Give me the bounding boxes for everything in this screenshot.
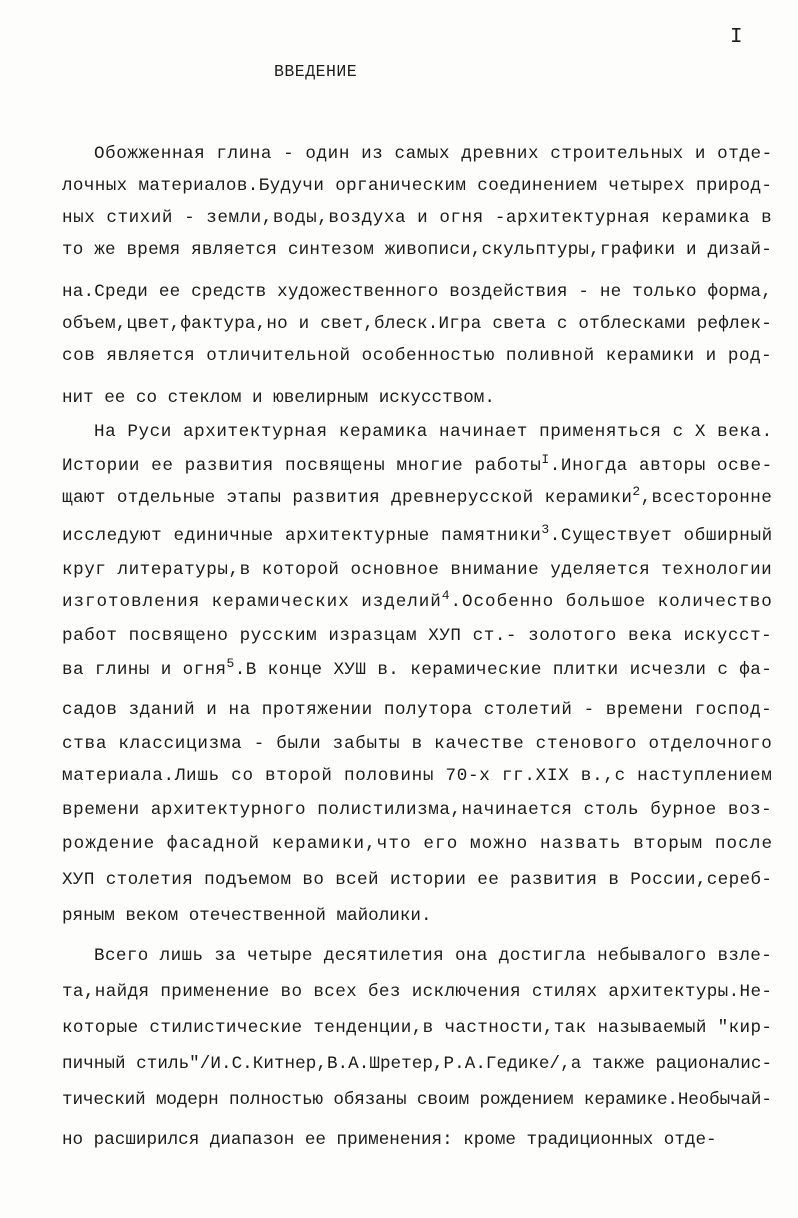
- text-segment: но расширился диапазон ее применения: кроме традиционных отде-: [62, 1130, 717, 1150]
- text-segment: изготовления керамических изделий: [62, 592, 442, 612]
- text-line: [62, 452, 773, 476]
- text-segment: объем,цвет,фактура,но и свет,блеск.Игра света с отблесками рефлек-: [62, 314, 773, 334]
- text-segment: тический модерн полностью обязаны своим рождением керамике.Необычай-: [62, 1090, 772, 1110]
- text-segment: .В конце ХУШ в. керамические плитки исчезли с фа-: [234, 660, 773, 680]
- text-segment: садов зданий и на протяжении полутора столетий - времени господ-: [62, 700, 773, 720]
- text-segment: то же время является синтезом живописи,скульптуры,графики и дизай-: [62, 240, 773, 260]
- text-line: [62, 348, 772, 366]
- text-segment: которые стилистические тенденции,в частности,так называемый "кир-: [62, 1018, 773, 1038]
- text-line: [62, 984, 772, 1002]
- footnote-ref: 3: [541, 522, 550, 537]
- text-segment: нит ее со стеклом и ювелирным искусством.: [62, 388, 495, 408]
- text-segment: круг литературы,в которой основное внимание уделяется технологии: [62, 560, 773, 580]
- text-segment: На Руси архитектурная керамика начинает применяться с Х века.: [94, 422, 773, 442]
- text-line: [62, 1132, 717, 1150]
- text-segment: Всего лишь за четыре десятилетия она достигла небывалого взле-: [94, 946, 773, 966]
- text-segment: щают отдельные этапы развития древнерусской керамики: [62, 488, 633, 508]
- text-line: [62, 284, 772, 302]
- text-line: [62, 1056, 772, 1074]
- text-line: [62, 390, 495, 408]
- text-segment: рождение фасадной керамики,что его можно назвать вторым после: [62, 834, 774, 854]
- text-line: [62, 656, 773, 680]
- text-segment: .Особенно большое количество: [450, 592, 773, 612]
- text-segment: работ посвящено русским изразцам ХУП ст.- золотого века искусст-: [62, 626, 773, 646]
- text-segment: времени архитектурного полистилизма,начинается столь бурное воз-: [62, 800, 773, 820]
- text-segment: пичный стиль"/И.С.Китнер,В.А.Шретер,Р.А.Гедике/,а также рационалис-: [62, 1054, 773, 1074]
- text-segment: ства классицизма - были забыты в качестве стенового отделочного: [62, 734, 773, 754]
- text-line: [62, 242, 772, 260]
- footnote-ref: I: [541, 452, 550, 467]
- page-number: I: [730, 26, 743, 49]
- text-segment: лочных материалов.Будучи органическим соединением четырех природ-: [62, 176, 773, 196]
- text-line: [62, 736, 773, 754]
- text-line: [62, 872, 772, 890]
- text-segment: ,всесторонне: [640, 488, 773, 508]
- text-line: [62, 802, 772, 820]
- text-line: [62, 1020, 772, 1038]
- text-line: [62, 702, 772, 720]
- text-line: [62, 836, 773, 854]
- text-line: [62, 908, 432, 926]
- text-line: [62, 484, 773, 508]
- text-segment: на.Среди ее средств художественного воздействия - не только форма,: [62, 282, 773, 302]
- text-line: [94, 948, 772, 966]
- section-heading: ВВЕДЕНИЕ: [274, 62, 358, 81]
- text-line: [62, 768, 773, 786]
- text-line: [94, 424, 773, 442]
- text-line: [62, 588, 773, 612]
- text-segment: .Иногда авторы осве-: [549, 456, 773, 476]
- text-segment: сов является отличительной особенностью поливной керамики и род-: [62, 346, 773, 366]
- text-segment: ва глины и огня: [62, 660, 227, 680]
- text-segment: Обожженная глина - один из самых древних строительных и отде-: [94, 144, 773, 164]
- text-segment: ХУП столетия подъемом во всей истории ее развития в России,сереб-: [62, 870, 773, 890]
- text-segment: исследуют единичные архитектурные памятники: [62, 526, 542, 546]
- text-line: [62, 628, 772, 646]
- text-segment: .Существует обширный: [549, 526, 773, 546]
- text-line: [62, 562, 772, 580]
- footnote-ref: 2: [632, 484, 641, 499]
- footnote-ref: 5: [226, 656, 235, 671]
- footnote-ref: 4: [441, 588, 451, 603]
- text-segment: материала.Лишь со второй половины 70-х гг.XIX в.,с наступлением: [62, 766, 773, 786]
- text-segment: ных стихий - земли,воды,воздуха и огня -архитектурная керамика в: [62, 208, 773, 228]
- text-segment: та,найдя применение во всех без исключения стилях архитектуры.Не-: [62, 982, 773, 1002]
- text-segment: ряным веком отечественной майолики.: [62, 906, 432, 926]
- text-line: [94, 146, 773, 164]
- text-line: [62, 522, 773, 546]
- text-line: [62, 210, 772, 228]
- text-line: [62, 178, 772, 196]
- text-segment: Истории ее развития посвящены многие работы: [62, 456, 542, 476]
- text-line: [62, 1092, 772, 1110]
- text-line: [62, 316, 772, 334]
